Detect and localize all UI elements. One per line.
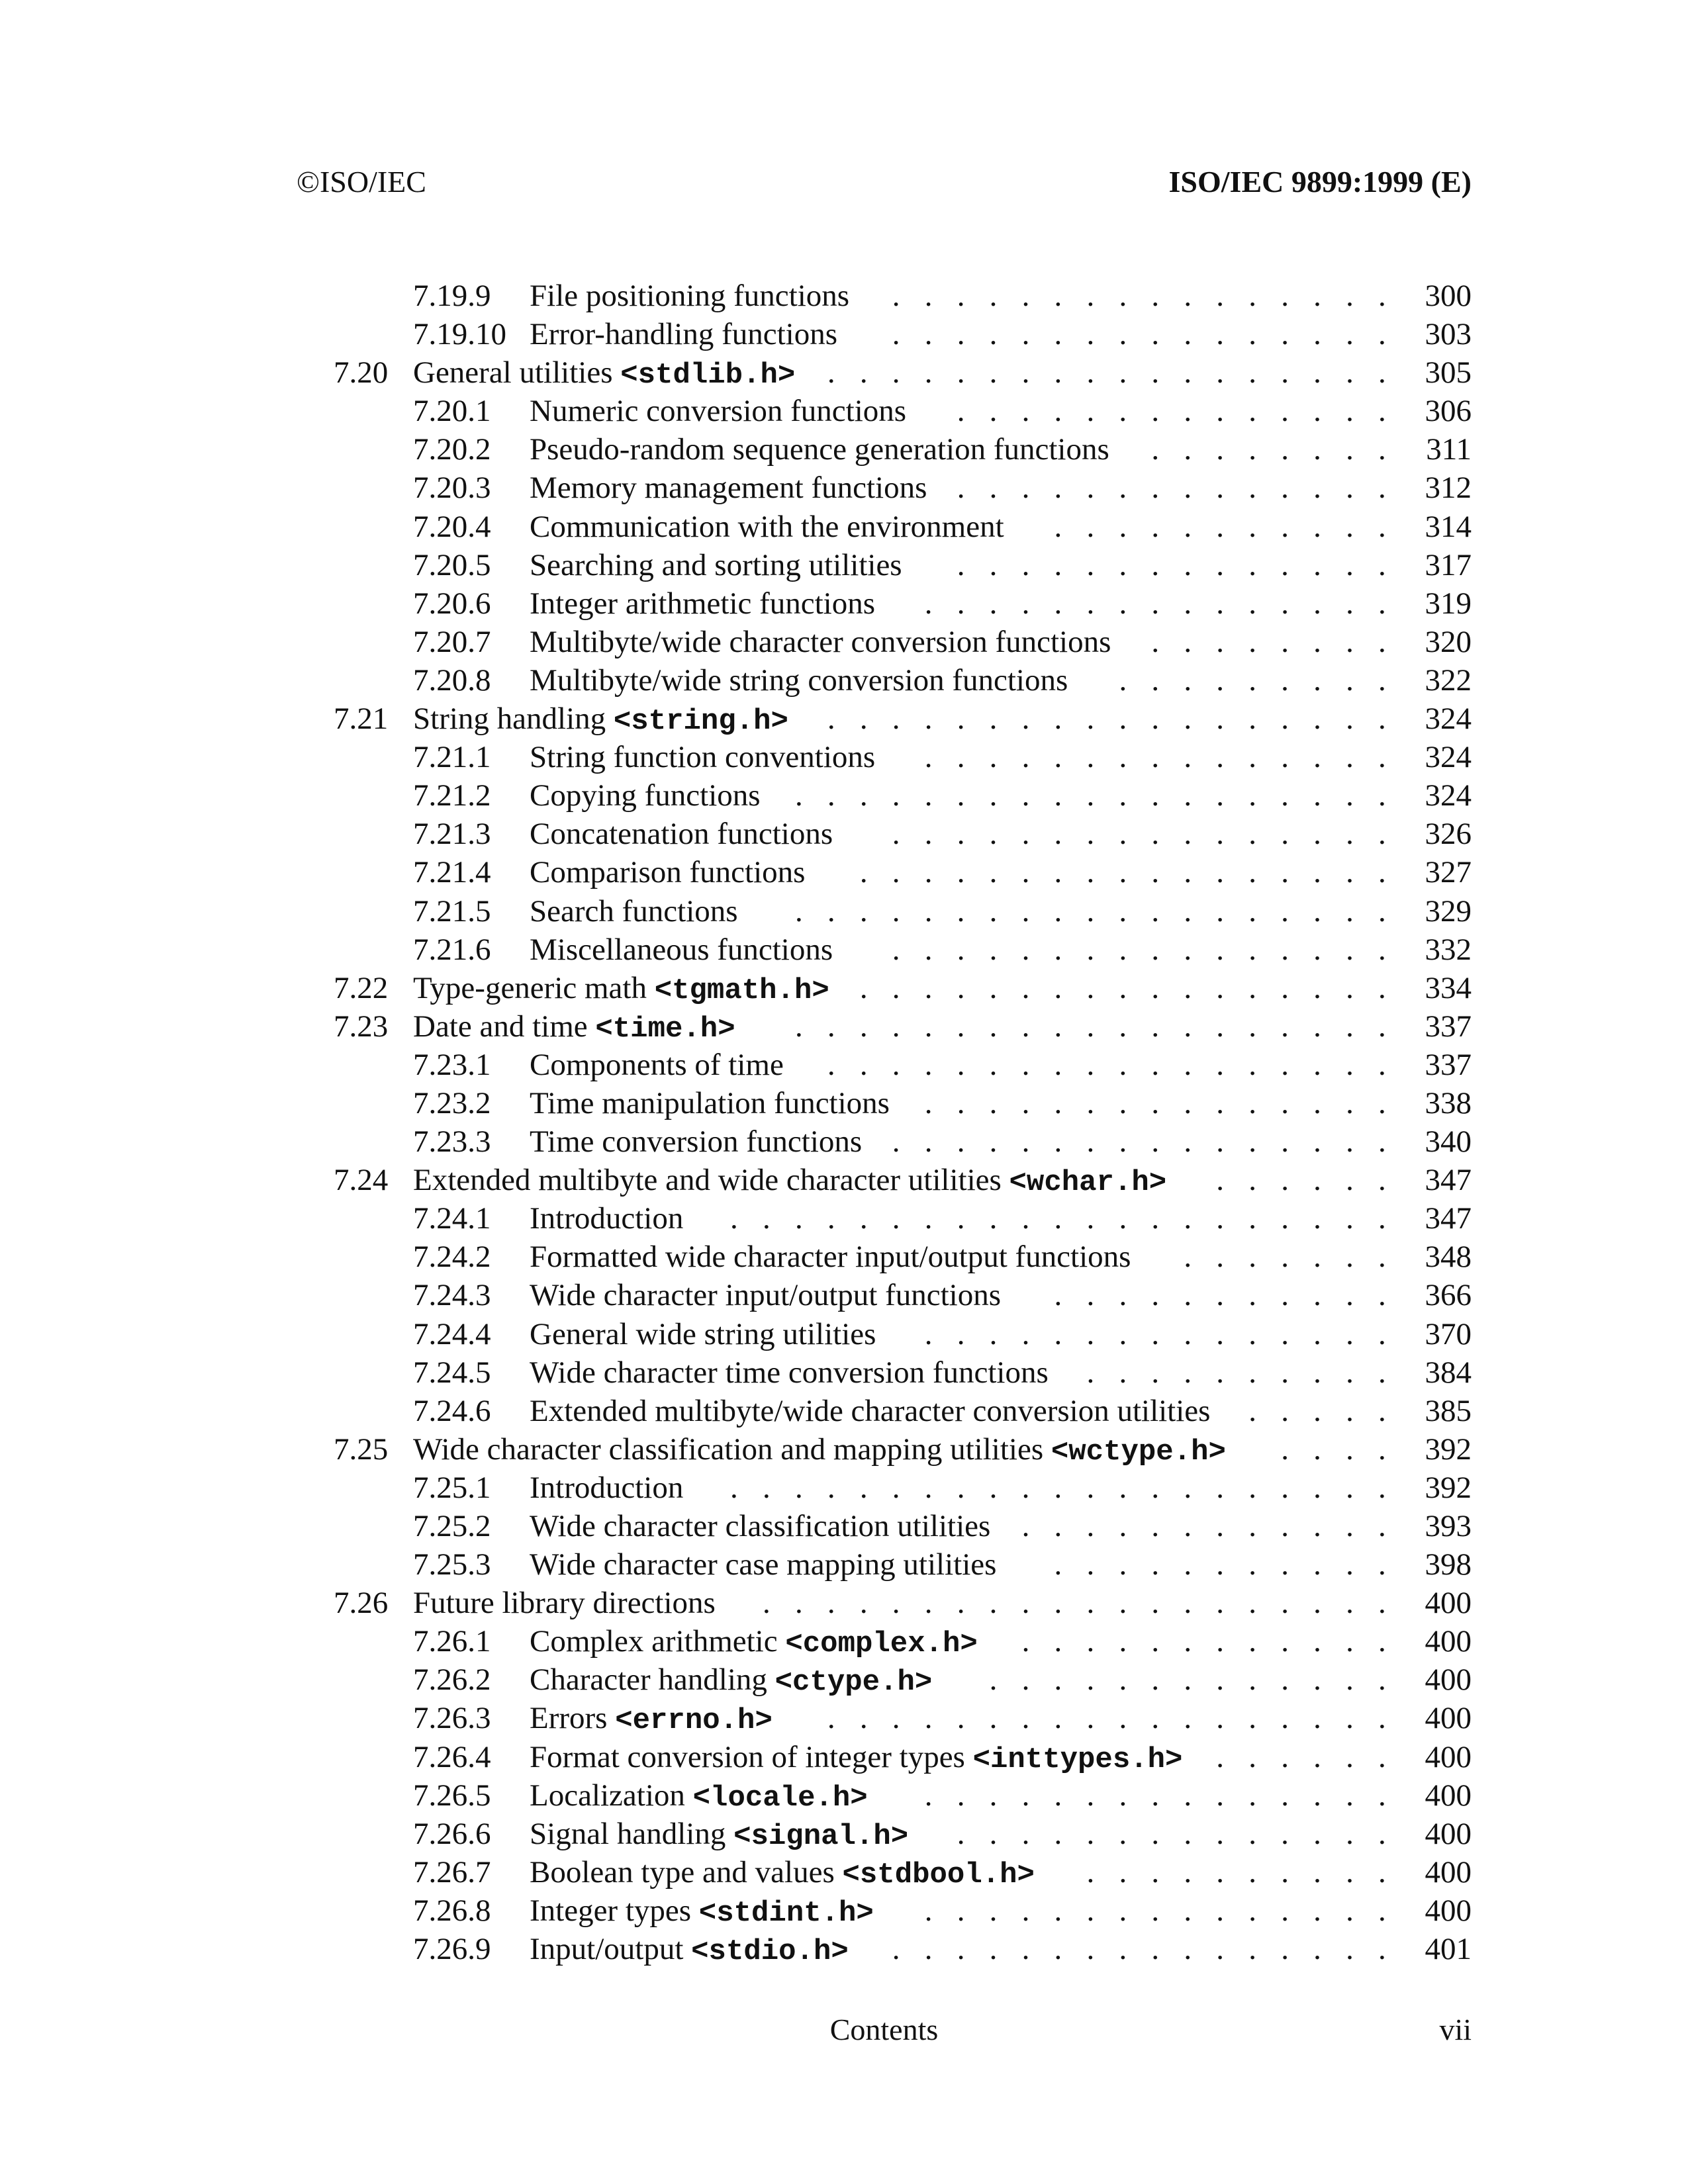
toc-entry[interactable] xyxy=(297,1738,1472,1776)
toc-entry[interactable] xyxy=(297,1622,1472,1661)
toc-entry-title-text: Format conversion of integer types xyxy=(530,1739,973,1774)
toc-entry-number: 7.26.6 xyxy=(413,1816,491,1851)
toc-entry[interactable] xyxy=(297,1930,1472,1968)
toc-entry[interactable] xyxy=(297,1661,1472,1699)
toc-entry-title-text: Future library directions xyxy=(413,1586,716,1621)
toc-entry-title xyxy=(530,1469,683,1507)
toc-entry[interactable] xyxy=(297,315,1472,353)
toc-dot-leader: .............. xyxy=(957,547,1411,582)
toc-entry-number: 7.20.2 xyxy=(413,432,491,467)
toc-entry-title-text: Integer arithmetic functions xyxy=(530,586,876,621)
toc-dot-leader: .................. xyxy=(827,702,1411,737)
toc-entry-header-file: <wctype.h> xyxy=(1051,1435,1226,1469)
toc-entry-header-file: <inttypes.h> xyxy=(972,1743,1183,1776)
toc-entry-number: 7.20.5 xyxy=(413,547,491,582)
toc-entry-title xyxy=(530,815,833,853)
toc-entry-number: 7.20.1 xyxy=(413,394,491,429)
toc-entry[interactable] xyxy=(297,1238,1472,1276)
toc-entry-title xyxy=(413,969,829,1010)
toc-entry-page: 347 xyxy=(1425,1163,1472,1198)
toc-dot-leader: .............. xyxy=(957,1816,1411,1851)
toc-entry-header-file: <string.h> xyxy=(613,705,788,739)
toc-entry-number: 7.26.5 xyxy=(413,1778,491,1813)
toc-entry[interactable] xyxy=(297,1584,1472,1622)
toc-dot-leader: ............ xyxy=(1021,1624,1411,1659)
toc-dot-leader: .............. xyxy=(957,394,1411,429)
toc-entry[interactable] xyxy=(297,815,1472,853)
toc-entry[interactable] xyxy=(297,1853,1472,1891)
toc-dot-leader: ................ xyxy=(892,932,1411,967)
toc-dot-leader: .... xyxy=(1281,1432,1411,1467)
toc-entry-number: 7.20.6 xyxy=(413,586,491,621)
toc-entry-page: 329 xyxy=(1425,893,1472,929)
toc-entry-page: 400 xyxy=(1425,1624,1472,1659)
toc-entry-page: 332 xyxy=(1425,932,1472,967)
toc-dot-leader: ........... xyxy=(1054,509,1411,544)
toc-dot-leader: ...... xyxy=(1216,1739,1411,1774)
toc-entry-title-text: Localization xyxy=(530,1778,693,1813)
toc-entry[interactable] xyxy=(297,1315,1472,1353)
toc-entry-title-text: Wide character case mapping utilities xyxy=(530,1547,997,1582)
toc-entry-title-text: Components of time xyxy=(530,1047,784,1082)
toc-dot-leader: ............... xyxy=(924,1316,1411,1351)
toc-entry-header-file: <stdbool.h> xyxy=(842,1858,1035,1891)
toc-dot-leader: .................... xyxy=(763,1586,1411,1621)
toc-entry-number: 7.26 xyxy=(334,1586,389,1621)
toc-entry[interactable] xyxy=(297,1276,1472,1314)
toc-entry[interactable] xyxy=(297,469,1472,507)
toc-entry-page: 400 xyxy=(1425,1586,1472,1621)
toc-dot-leader: ............... xyxy=(924,1778,1411,1813)
toc-entry-title-text: Extended multibyte/wide character conversion utilities xyxy=(530,1393,1211,1428)
toc-entry-title xyxy=(413,1584,716,1622)
toc-entry-title xyxy=(530,1276,1001,1314)
toc-entry-title-text: Input/output xyxy=(530,1932,692,1967)
toc-dot-leader: ................ xyxy=(892,817,1411,852)
toc-entry-title-text: Wide character input/output functions xyxy=(530,1278,1002,1313)
toc-entry-title-text: Introduction xyxy=(530,1470,684,1505)
toc-entry-page: 320 xyxy=(1425,624,1472,659)
toc-entry-title-text: General wide string utilities xyxy=(530,1316,876,1351)
toc-entry-number: 7.25.3 xyxy=(413,1547,491,1582)
toc-entry-number: 7.24.5 xyxy=(413,1355,491,1390)
toc-dot-leader: ....... xyxy=(1184,1240,1411,1275)
toc-entry-title-text: Pseudo-random sequence generation functions xyxy=(530,432,1109,467)
toc-entry-page: 311 xyxy=(1426,432,1472,467)
toc-entry-page: 327 xyxy=(1425,855,1472,890)
toc-entry-title-text: Multibyte/wide character conversion functions xyxy=(530,624,1111,659)
toc-entry-title xyxy=(530,661,1068,700)
toc-entry-number: 7.26.1 xyxy=(413,1624,491,1659)
page-footer xyxy=(297,2009,1472,2050)
toc-dot-leader: ............... xyxy=(924,740,1411,775)
toc-dot-leader: ................. xyxy=(859,855,1411,890)
toc-entry-number: 7.21.2 xyxy=(413,778,491,813)
toc-entry[interactable] xyxy=(297,1776,1472,1815)
toc-dot-leader: ................... xyxy=(794,1009,1411,1044)
toc-entry-title-text: Type-generic math xyxy=(413,970,655,1005)
toc-entry[interactable] xyxy=(297,546,1472,584)
toc-entry-number: 7.25.2 xyxy=(413,1509,491,1543)
toc-entry-title xyxy=(530,1738,1182,1779)
toc-entry[interactable] xyxy=(297,776,1472,815)
toc-entry-title-text: Time manipulation functions xyxy=(530,1085,890,1120)
toc-entry-title-text: Errors xyxy=(530,1701,616,1736)
toc-entry-title xyxy=(530,1392,1210,1430)
toc-dot-leader: ................... xyxy=(794,778,1411,813)
toc-entry-number: 7.23.2 xyxy=(413,1085,491,1120)
toc-entry-page: 400 xyxy=(1425,1662,1472,1698)
toc-dot-leader: ..... xyxy=(1248,1393,1411,1428)
toc-entry-title-text: Search functions xyxy=(530,893,738,929)
toc-entry-number: 7.20.8 xyxy=(413,662,491,698)
toc-entry-title xyxy=(530,277,849,315)
toc-entry-page: 370 xyxy=(1425,1316,1472,1351)
toc-entry-number: 7.24 xyxy=(334,1163,389,1198)
toc-entry-number: 7.23 xyxy=(334,1009,389,1044)
toc-entry-page: 401 xyxy=(1425,1932,1472,1967)
toc-entry[interactable] xyxy=(297,1545,1472,1584)
toc-entry[interactable] xyxy=(297,892,1472,931)
toc-entry-page: 400 xyxy=(1425,1893,1472,1928)
toc-entry-title xyxy=(530,1699,773,1740)
toc-entry-number: 7.25 xyxy=(334,1432,389,1467)
toc-entry-header-file: <signal.h> xyxy=(733,1819,909,1853)
toc-entry-page: 305 xyxy=(1425,355,1472,390)
toc-entry-page: 312 xyxy=(1425,471,1472,506)
toc-entry-header-file: <tgmath.h> xyxy=(654,974,829,1007)
toc-entry-number: 7.21.1 xyxy=(413,740,491,775)
toc-entry-page: 400 xyxy=(1425,1701,1472,1736)
toc-entry-number: 7.20 xyxy=(334,355,389,390)
toc-entry-page: 392 xyxy=(1425,1432,1472,1467)
toc-entry[interactable] xyxy=(297,1469,1472,1507)
toc-entry-title-text: Copying functions xyxy=(530,778,761,813)
toc-entry-title xyxy=(530,623,1111,661)
toc-dot-leader: ............. xyxy=(989,1662,1411,1698)
toc-dot-leader: ............... xyxy=(924,1893,1411,1928)
toc-entry-title xyxy=(530,1776,868,1817)
toc-entry-page: 338 xyxy=(1425,1085,1472,1120)
toc-entry-page: 398 xyxy=(1425,1547,1472,1582)
toc-entry-title-text: Introduction xyxy=(530,1201,684,1236)
toc-entry-header-file: <wchar.h> xyxy=(1009,1166,1167,1200)
toc-entry-page: 326 xyxy=(1425,817,1472,852)
toc-entry[interactable] xyxy=(297,1353,1472,1392)
toc-entry[interactable] xyxy=(297,1392,1472,1430)
toc-entry-title-text: Time conversion functions xyxy=(530,1124,863,1160)
toc-entry-number: 7.23.3 xyxy=(413,1124,491,1160)
toc-entry-number: 7.20.4 xyxy=(413,509,491,544)
toc-entry-title xyxy=(530,1315,876,1353)
toc-entry-page: 322 xyxy=(1425,662,1472,698)
toc-entry-number: 7.21 xyxy=(334,702,389,737)
footer-section-name: Contents xyxy=(829,2013,939,2046)
toc-entry-number: 7.21.4 xyxy=(413,855,491,890)
toc-entry-title xyxy=(530,1853,1035,1894)
toc-entry-page: 400 xyxy=(1425,1739,1472,1774)
toc-entry-page: 337 xyxy=(1425,1047,1472,1082)
toc-entry-number: 7.21.3 xyxy=(413,817,491,852)
toc-entry-number: 7.24.6 xyxy=(413,1393,491,1428)
toc-entry-number: 7.24.2 xyxy=(413,1240,491,1275)
page-header xyxy=(297,161,1472,203)
toc-entry-title-text: Communication with the environment xyxy=(530,509,1004,544)
toc-entry-title-text: Extended multibyte and wide character utilities xyxy=(413,1163,1009,1198)
footer-page-number: vii xyxy=(1439,2013,1472,2046)
toc-entry[interactable] xyxy=(297,277,1472,315)
toc-entry-title xyxy=(530,1199,683,1238)
toc-dot-leader: .......... xyxy=(1086,1355,1411,1390)
toc-entry-number: 7.24.1 xyxy=(413,1201,491,1236)
toc-entry-title-text: Date and time xyxy=(413,1009,596,1044)
toc-entry[interactable] xyxy=(297,508,1472,546)
toc-entry-page: 400 xyxy=(1425,1854,1472,1889)
toc-entry[interactable] xyxy=(297,623,1472,661)
toc-entry-number: 7.26.3 xyxy=(413,1701,491,1736)
toc-entry[interactable] xyxy=(297,1815,1472,1853)
toc-dot-leader: ..................... xyxy=(730,1470,1411,1505)
toc-entry-page: 400 xyxy=(1425,1778,1472,1813)
toc-dot-leader: ........... xyxy=(1054,1547,1411,1582)
toc-entry-title-text: Numeric conversion functions xyxy=(530,394,907,429)
toc-entry-title xyxy=(530,1545,996,1584)
toc-entry-title xyxy=(413,1430,1226,1471)
toc-dot-leader: .................. xyxy=(827,1047,1411,1082)
toc-entry-page: 348 xyxy=(1425,1240,1472,1275)
toc-entry-title xyxy=(530,1815,908,1856)
toc-dot-leader: .................. xyxy=(827,355,1411,390)
toc-entry-header-file: <complex.h> xyxy=(785,1627,978,1661)
toc-entry-title xyxy=(530,508,1004,546)
toc-entry-title-text: Miscellaneous functions xyxy=(530,932,833,967)
toc-dot-leader: ........ xyxy=(1151,624,1411,659)
toc-entry-number: 7.23.1 xyxy=(413,1047,491,1082)
toc-entry-header-file: <locale.h> xyxy=(692,1781,868,1815)
toc-entry-title-text: Error-handling functions xyxy=(530,317,838,352)
toc-entry-title xyxy=(530,1084,890,1122)
toc-entry-number: 7.20.7 xyxy=(413,624,491,659)
toc-entry-page: 337 xyxy=(1425,1009,1472,1044)
toc-entry-title-text: Comparison functions xyxy=(530,855,806,890)
toc-dot-leader: ...... xyxy=(1216,1163,1411,1198)
toc-entry-header-file: <ctype.h> xyxy=(774,1666,933,1700)
toc-dot-leader: ................ xyxy=(892,1124,1411,1160)
toc-entry-title xyxy=(530,546,902,584)
toc-dot-leader: ............ xyxy=(1021,1509,1411,1543)
toc-entry[interactable] xyxy=(297,1699,1472,1737)
toc-entry[interactable] xyxy=(297,1199,1472,1238)
toc-entry-title xyxy=(530,315,837,353)
toc-entry-number: 7.24.3 xyxy=(413,1278,491,1313)
toc-entry-page: 314 xyxy=(1425,509,1472,544)
toc-dot-leader: ........... xyxy=(1054,1278,1411,1313)
toc-entry-number: 7.26.8 xyxy=(413,1893,491,1928)
toc-entry-title xyxy=(530,931,833,969)
toc-entry[interactable] xyxy=(297,1122,1472,1161)
toc-entry-title xyxy=(413,1161,1166,1202)
toc-entry-title-text: Memory management functions xyxy=(530,471,927,506)
toc-entry[interactable] xyxy=(297,969,1472,1007)
toc-entry[interactable] xyxy=(297,1084,1472,1122)
toc-entry[interactable] xyxy=(297,1161,1472,1199)
toc-dot-leader: ............... xyxy=(924,1085,1411,1120)
toc-entry-page: 340 xyxy=(1425,1124,1472,1160)
toc-entry-title xyxy=(530,584,875,623)
toc-dot-leader: .................. xyxy=(827,1701,1411,1736)
toc-entry-title xyxy=(530,469,927,507)
toc-entry-title-text: Concatenation functions xyxy=(530,817,833,852)
toc-entry-title xyxy=(530,1507,990,1545)
toc-entry-number: 7.20.3 xyxy=(413,471,491,506)
toc-entry-title xyxy=(530,1930,849,1971)
toc-entry[interactable] xyxy=(297,931,1472,969)
toc-entry[interactable] xyxy=(297,430,1472,469)
toc-entry-number: 7.19.9 xyxy=(413,279,491,313)
toc-entry-header-file: <stdio.h> xyxy=(691,1935,849,1969)
toc-entry-title-text: Wide character classification and mapping utilities xyxy=(413,1432,1051,1467)
toc-entry-title xyxy=(530,892,738,931)
toc-entry-header-file: <stdint.h> xyxy=(698,1896,874,1930)
toc-entry-title-text: General utilities xyxy=(413,355,621,390)
table-of-contents xyxy=(297,277,1472,1968)
toc-entry[interactable] xyxy=(297,353,1472,392)
toc-entry-page: 324 xyxy=(1425,702,1472,737)
toc-entry-page: 306 xyxy=(1425,394,1472,429)
toc-entry-page: 385 xyxy=(1425,1393,1472,1428)
toc-entry-number: 7.26.9 xyxy=(413,1932,491,1967)
toc-entry-title xyxy=(530,1122,862,1161)
toc-entry[interactable] xyxy=(297,1046,1472,1084)
toc-entry-title-text: Wide character classification utilities xyxy=(530,1509,991,1543)
toc-entry-page: 317 xyxy=(1425,547,1472,582)
toc-entry-page: 392 xyxy=(1425,1470,1472,1505)
toc-dot-leader: ............... xyxy=(924,586,1411,621)
toc-entry[interactable] xyxy=(297,1007,1472,1046)
toc-dot-leader: ................ xyxy=(892,317,1411,352)
toc-entry-number: 7.26.4 xyxy=(413,1739,491,1774)
toc-entry-number: 7.26.2 xyxy=(413,1662,491,1698)
toc-entry[interactable] xyxy=(297,1891,1472,1930)
toc-entry-title xyxy=(530,738,875,776)
toc-dot-leader: ................. xyxy=(859,970,1411,1005)
toc-entry-page: 324 xyxy=(1425,740,1472,775)
toc-entry-title xyxy=(530,1891,874,1933)
toc-entry-number: 7.21.6 xyxy=(413,932,491,967)
toc-entry-page: 384 xyxy=(1425,1355,1472,1390)
toc-entry-title-text: Wide character time conversion functions xyxy=(530,1355,1049,1390)
toc-entry-number: 7.24.4 xyxy=(413,1316,491,1351)
toc-dot-leader: ........ xyxy=(1151,432,1411,467)
toc-entry-title xyxy=(413,353,795,394)
toc-entry-title-text: Multibyte/wide string conversion functions xyxy=(530,662,1068,698)
toc-entry-page: 303 xyxy=(1425,317,1472,352)
toc-entry-page: 366 xyxy=(1425,1278,1472,1313)
toc-dot-leader: ..................... xyxy=(730,1201,1411,1236)
toc-entry-title xyxy=(530,1353,1049,1392)
header-standard-id: ISO/IEC 9899:1999 (E) xyxy=(1168,165,1472,199)
toc-entry-number: 7.21.5 xyxy=(413,893,491,929)
toc-dot-leader: ................ xyxy=(892,279,1411,313)
toc-entry-title-text: Character handling xyxy=(530,1662,775,1698)
toc-entry-page: 319 xyxy=(1425,586,1472,621)
header-copyright: ©ISO/IEC xyxy=(297,165,426,199)
toc-entry-header-file: <time.h> xyxy=(595,1012,735,1046)
toc-dot-leader: ......... xyxy=(1119,662,1411,698)
toc-entry-page: 300 xyxy=(1425,279,1472,313)
toc-entry-title xyxy=(530,1661,932,1702)
toc-entry-page: 400 xyxy=(1425,1816,1472,1851)
toc-entry-number: 7.25.1 xyxy=(413,1470,491,1505)
toc-entry-title xyxy=(530,1046,784,1084)
toc-dot-leader: ................ xyxy=(892,1932,1411,1967)
toc-entry-title xyxy=(413,1007,735,1048)
toc-entry-title xyxy=(530,1238,1131,1276)
toc-dot-leader: .............. xyxy=(957,471,1411,506)
toc-entry-title xyxy=(530,1622,978,1663)
toc-entry[interactable] xyxy=(297,392,1472,430)
toc-entry-title-text: String handling xyxy=(413,702,614,737)
toc-entry-header-file: <stdlib.h> xyxy=(620,359,796,392)
toc-entry[interactable] xyxy=(297,1507,1472,1545)
toc-entry-page: 324 xyxy=(1425,778,1472,813)
toc-entry-header-file: <errno.h> xyxy=(615,1704,773,1738)
toc-entry[interactable] xyxy=(297,584,1472,623)
toc-entry-title-text: Signal handling xyxy=(530,1816,734,1851)
toc-entry-number: 7.19.10 xyxy=(413,317,506,352)
toc-entry-title xyxy=(530,853,805,891)
toc-dot-leader: ................... xyxy=(794,893,1411,929)
toc-entry-number: 7.22 xyxy=(334,970,389,1005)
toc-entry-title-text: File positioning functions xyxy=(530,279,850,313)
toc-entry-title-text: Integer types xyxy=(530,1893,699,1928)
toc-dot-leader: .......... xyxy=(1086,1854,1411,1889)
toc-entry-title-text: Formatted wide character input/output functions xyxy=(530,1240,1131,1275)
toc-entry-title xyxy=(530,430,1109,469)
toc-entry-page: 393 xyxy=(1425,1509,1472,1543)
toc-entry-title xyxy=(530,392,906,430)
toc-entry-title-text: Complex arithmetic xyxy=(530,1624,786,1659)
toc-entry-title xyxy=(413,700,788,741)
toc-entry[interactable] xyxy=(297,738,1472,776)
toc-entry-page: 334 xyxy=(1425,970,1472,1005)
toc-entry-title-text: String function conventions xyxy=(530,740,876,775)
toc-entry-page: 347 xyxy=(1425,1201,1472,1236)
toc-entry[interactable] xyxy=(297,661,1472,700)
toc-entry-title-text: Searching and sorting utilities xyxy=(530,547,902,582)
toc-entry[interactable] xyxy=(297,853,1472,891)
toc-entry[interactable] xyxy=(297,700,1472,738)
toc-entry[interactable] xyxy=(297,1430,1472,1469)
toc-entry-title-text: Boolean type and values xyxy=(530,1854,843,1889)
toc-entry-title xyxy=(530,776,761,815)
toc-entry-number: 7.26.7 xyxy=(413,1854,491,1889)
